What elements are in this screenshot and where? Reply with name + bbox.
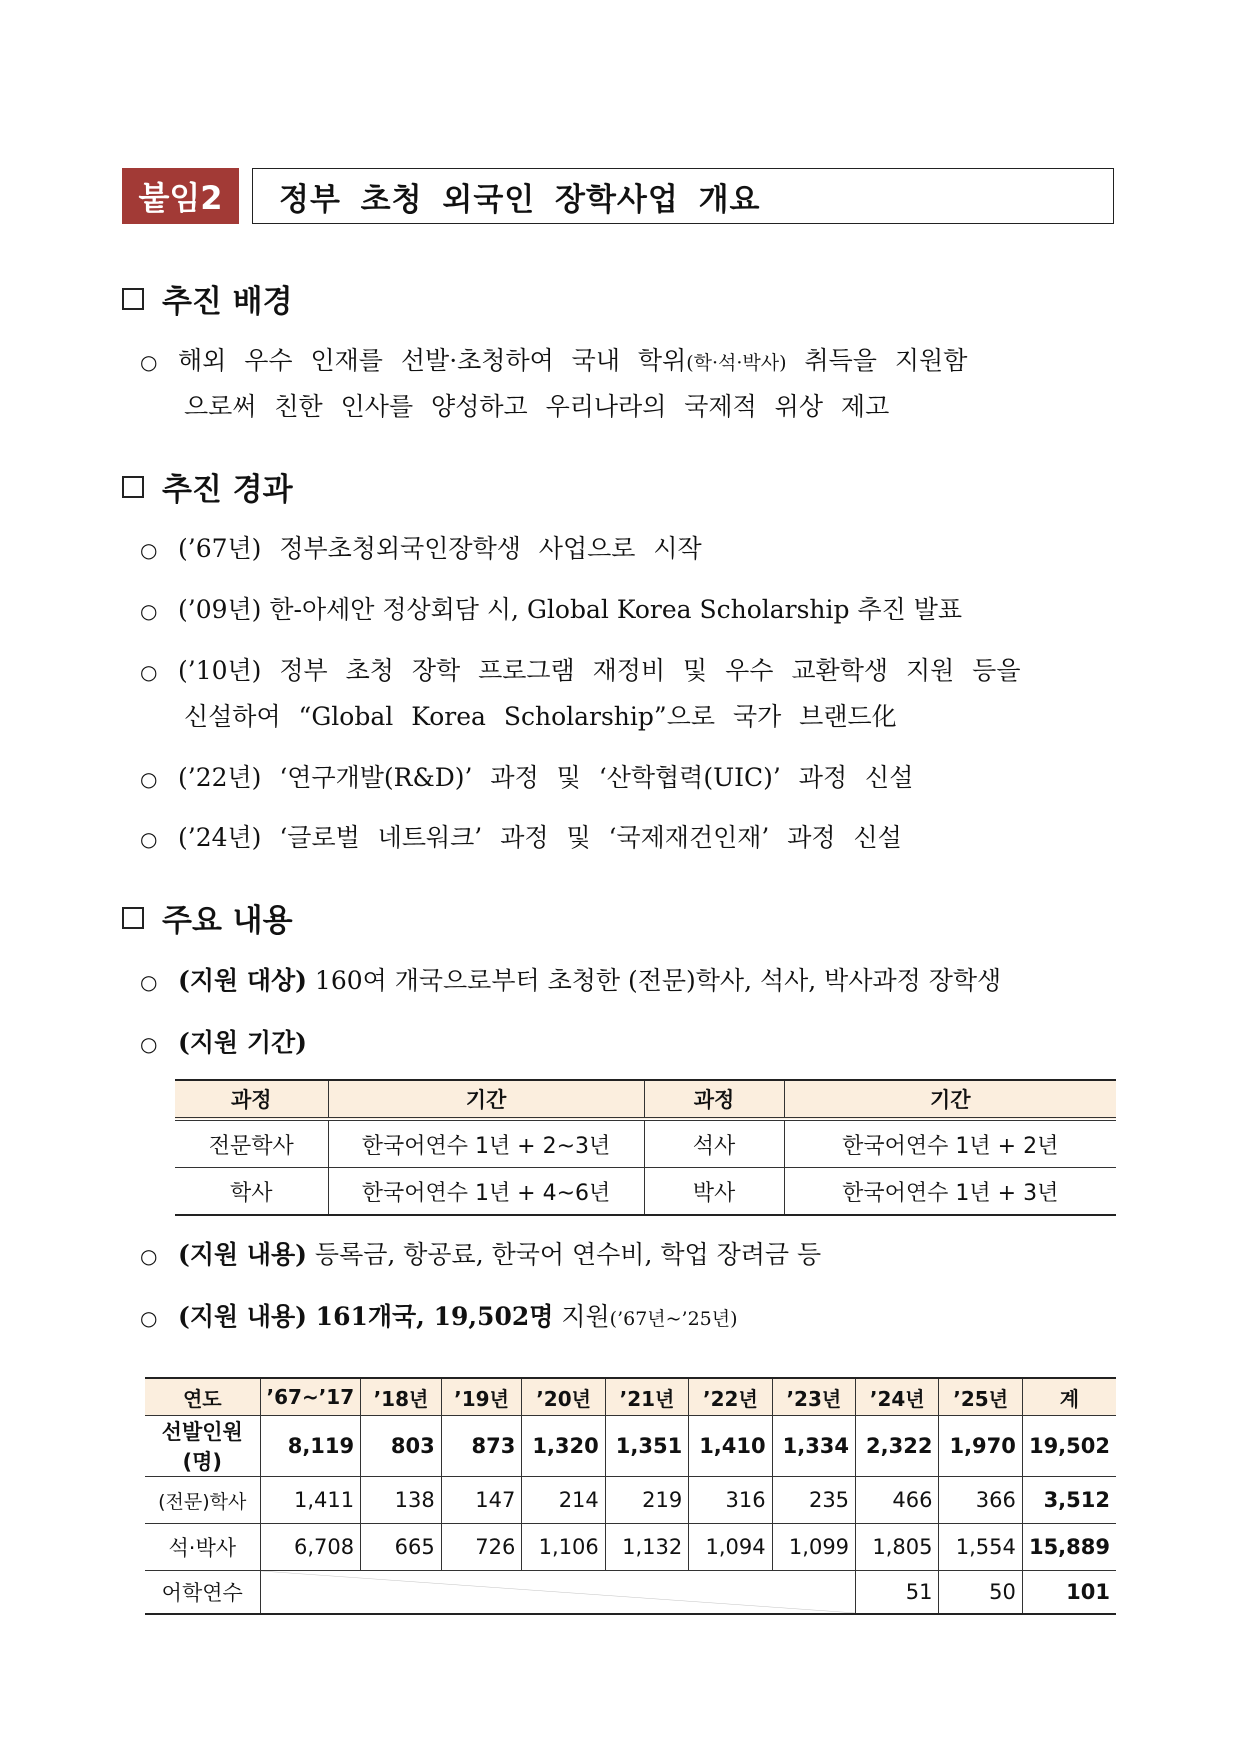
- row-label: 선발인원(명): [145, 1416, 260, 1477]
- table-cell: 466: [856, 1477, 939, 1524]
- table-cell: 366: [939, 1477, 1022, 1524]
- table-cell: 박사: [644, 1168, 784, 1216]
- bullet-item: ○ (지원 대상) 160여 개국으로부터 초청한 (전문)학사, 석사, 박사과정 장학생: [140, 958, 1001, 1005]
- table-row: [145, 1571, 1116, 1615]
- table-row: [145, 1416, 1116, 1477]
- table-cell: 2,322: [856, 1416, 939, 1477]
- table-cell: 한국어연수 1년 + 4~6년: [328, 1168, 644, 1216]
- circle-bullet-icon: ○: [140, 827, 158, 851]
- bullet-item: ○ (’24년) ‘글로벌 네트워크’ 과정 및 ‘국제재건인재’ 과정 신설: [140, 815, 902, 862]
- table-cell: 한국어연수 1년 + 2~3년: [328, 1119, 644, 1168]
- table-cell: 1,351: [605, 1416, 688, 1477]
- table-cell: 138: [361, 1477, 442, 1524]
- circle-bullet-icon: ○: [140, 970, 158, 994]
- column-header: 기간: [784, 1080, 1116, 1119]
- table-cell: 1,554: [939, 1524, 1022, 1571]
- row-label: 석·박사: [145, 1524, 260, 1571]
- circle-bullet-icon: ○: [140, 599, 158, 623]
- table-row: [175, 1168, 1116, 1216]
- table-cell: 1,106: [522, 1524, 605, 1571]
- table-cell: 51: [856, 1571, 939, 1615]
- table-cell: 8,119: [260, 1416, 361, 1477]
- table-cell: 3,512: [1022, 1477, 1116, 1524]
- empty-diagonal-cell: [260, 1571, 856, 1615]
- section-heading-text: 추진 경과: [162, 472, 293, 508]
- table-cell: 873: [441, 1416, 522, 1477]
- attachment-tag: 붙임2: [122, 168, 239, 224]
- table-cell: 1,320: [522, 1416, 605, 1477]
- table-cell: 석사: [644, 1119, 784, 1168]
- document-title: 정부 초청 외국인 장학사업 개요: [252, 168, 1114, 224]
- column-header: 연도: [145, 1378, 260, 1416]
- table-row: [145, 1477, 1116, 1524]
- table-cell: 219: [605, 1477, 688, 1524]
- bullet-continuation: 신설하여 “Global Korea Scholarship”으로 국가 브랜드化: [184, 702, 897, 731]
- column-header: ’20년: [522, 1378, 605, 1416]
- table-cell: 235: [772, 1477, 855, 1524]
- row-label: (전문)학사: [145, 1477, 260, 1524]
- table-row: [175, 1119, 1116, 1168]
- section-heading-background: [122, 276, 293, 321]
- column-header: ’23년: [772, 1378, 855, 1416]
- checkbox-square-icon: [122, 476, 144, 498]
- table-cell: 6,708: [260, 1524, 361, 1571]
- section-heading-text: 추진 배경: [162, 284, 293, 320]
- circle-bullet-icon: ○: [140, 660, 158, 684]
- table-header-row: [175, 1080, 1116, 1119]
- circle-bullet-icon: ○: [140, 1244, 158, 1268]
- column-header: 계: [1022, 1378, 1116, 1416]
- column-header: ’25년: [939, 1378, 1022, 1416]
- table-cell: 316: [689, 1477, 772, 1524]
- table-cell: 1,099: [772, 1524, 855, 1571]
- column-header: 기간: [328, 1080, 644, 1119]
- scholarship-stats-table: [145, 1377, 1116, 1615]
- bullet-item: ○ (지원 기간): [140, 1020, 307, 1067]
- circle-bullet-icon: ○: [140, 538, 158, 562]
- circle-bullet-icon: ○: [140, 350, 158, 374]
- table-cell: 101: [1022, 1571, 1116, 1615]
- table-cell: 1,132: [605, 1524, 688, 1571]
- bullet-item: ○ (’67년) 정부초청외국인장학생 사업으로 시작: [140, 526, 702, 573]
- bullet-item: ○ (지원 내용) 등록금, 항공료, 한국어 연수비, 학업 장려금 등: [140, 1232, 821, 1279]
- table-cell: 1,410: [689, 1416, 772, 1477]
- column-header: ’21년: [605, 1378, 688, 1416]
- table-cell: 803: [361, 1416, 442, 1477]
- table-cell: 한국어연수 1년 + 2년: [784, 1119, 1116, 1168]
- table-cell: 19,502: [1022, 1416, 1116, 1477]
- circle-bullet-icon: ○: [140, 1306, 158, 1330]
- column-header: 과정: [175, 1080, 328, 1119]
- bullet-item: ○ (’22년) ‘연구개발(R&D)’ 과정 및 ‘산학협력(UIC)’ 과정 신설: [140, 755, 913, 802]
- table-cell: 214: [522, 1477, 605, 1524]
- table-cell: 1,805: [856, 1524, 939, 1571]
- checkbox-square-icon: [122, 288, 144, 310]
- table-cell: 1,411: [260, 1477, 361, 1524]
- column-header: 과정: [644, 1080, 784, 1119]
- bullet-item: ○ (지원 내용) 161개국, 19,502명 지원(’67년~’25년): [140, 1294, 738, 1342]
- column-header: ’22년: [689, 1378, 772, 1416]
- bullet-continuation: 으로써 친한 인사를 양성하고 우리나라의 국제적 위상 제고: [184, 392, 890, 421]
- section-heading-progress: [122, 464, 293, 509]
- table-cell: 한국어연수 1년 + 3년: [784, 1168, 1116, 1216]
- table-cell: 1,334: [772, 1416, 855, 1477]
- column-header: ’24년: [856, 1378, 939, 1416]
- diagonal-line: [261, 1571, 856, 1613]
- column-header: ’19년: [441, 1378, 522, 1416]
- table-cell: 726: [441, 1524, 522, 1571]
- table-row: [145, 1524, 1116, 1571]
- table-cell: 1,094: [689, 1524, 772, 1571]
- table-cell: 전문학사: [175, 1119, 328, 1168]
- column-header: ’67~’17: [260, 1378, 361, 1416]
- table-cell: 50: [939, 1571, 1022, 1615]
- section-heading-main: [122, 895, 293, 940]
- section-heading-text: 주요 내용: [162, 903, 293, 939]
- bullet-item: ○ (’10년) 정부 초청 장학 프로그램 재정비 및 우수 교환학생 지원 등을: [140, 648, 1021, 695]
- table-cell: 1,970: [939, 1416, 1022, 1477]
- bullet-item: ○ 해외 우수 인재를 선발·초청하여 국내 학위(학·석·박사) 취득을 지원함: [140, 338, 967, 386]
- table-cell: 학사: [175, 1168, 328, 1216]
- bullet-item: ○ (’09년) 한-아세안 정상회담 시, Global Korea Scholarship 추진 발표: [140, 587, 962, 634]
- table-cell: 665: [361, 1524, 442, 1571]
- row-label: 어학연수: [145, 1571, 260, 1615]
- table-header-row: [145, 1378, 1116, 1416]
- circle-bullet-icon: ○: [140, 767, 158, 791]
- column-header: ’18년: [361, 1378, 442, 1416]
- checkbox-square-icon: [122, 907, 144, 929]
- circle-bullet-icon: ○: [140, 1032, 158, 1056]
- support-period-table: [175, 1079, 1116, 1216]
- table-cell: 147: [441, 1477, 522, 1524]
- table-cell: 15,889: [1022, 1524, 1116, 1571]
